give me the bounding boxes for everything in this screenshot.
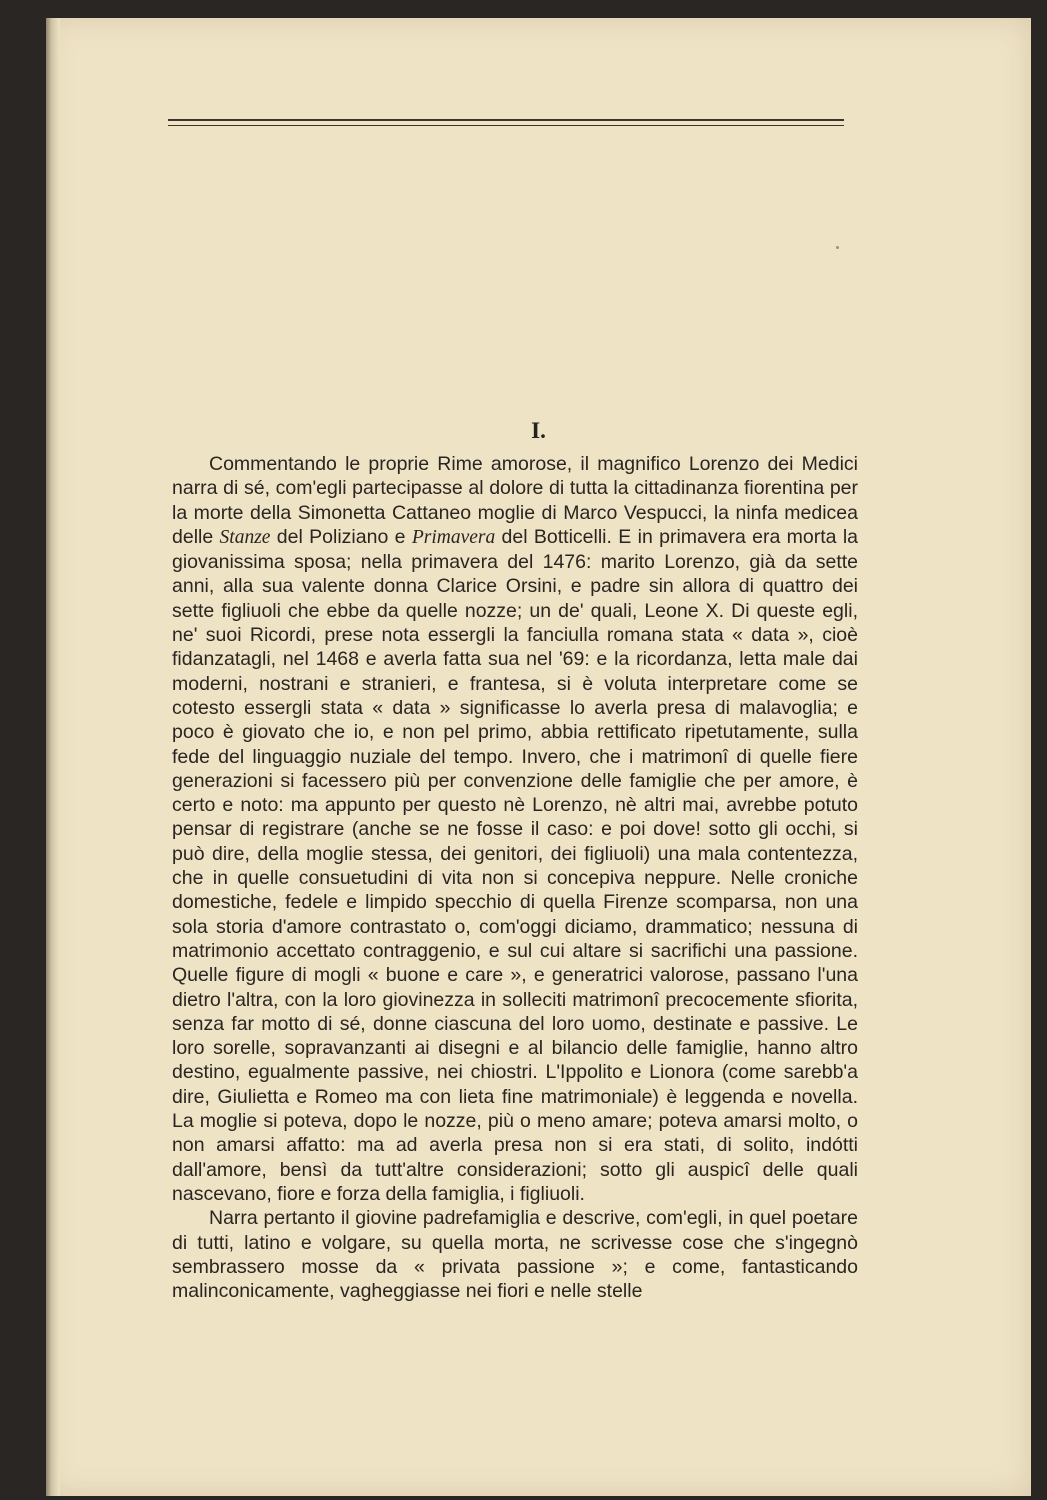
paragraph-1-part-a: Commentando le proprie Rime amorose, il magnifico Lorenzo dei Medici narra di sé, com'egli partecipasse al dolore di tutta la cittadinanza fiorentina per la morte della Simonetta Cattaneo moglie di Marco Vespucci, la ninfa medicea delle: [172, 453, 858, 548]
paragraph-1: [172, 452, 858, 1206]
binding-edge: [46, 18, 60, 1496]
paragraph-1-part-c: del Botticelli. E in primavera era morta la giovanissima sposa; nella primavera del 1476: marito Lorenzo, già da sette anni, alla sua valente donna Clarice Orsini, e padre sin allora di quattro dei sette figliuoli che ebbe da quelle nozze; un de' quali, Leone X. Di queste egli, ne' suoi Ricordi, prese nota essergli la fanciulla romana stata « data », cioè fidanzatagli, nel 1468 e averla fatta sua nel '69: e la ricordanza, letta male dai moderni, nostrani e stranieri, e frantesa, si è voluta interpretare come se cotesto essergli stata « data » significasse lo averla presa di malavoglia; e poco è giovato che io, e non pel primo, abbia rettificato ripetutamente, sulla fede del linguaggio nuziale del tempo. Invero, che i matrimonî di quelle fiere generazioni si facessero più per convenzione delle famiglie che per amore, è certo e noto: ma appunto per questo nè Lorenzo, nè altri mai, avrebbe potuto pensar di registrare (anche se ne fosse il caso: e poi dove! sotto gli occhi, si può dire, della moglie stessa, dei genitori, dei figliuoli) una mala contentezza, che in quelle consuetudini di vita non si concepiva neppure. Nelle croniche domestiche, fedele e limpido specchio di quella Firenze scomparsa, non una sola storia d'amore contrastato o, com'oggi diciamo, drammatico; nessuna di matrimonio accettato contraggenio, e sul cui altare si sacrifichi una passione. Quelle figure di mogli « buone e care », e generatrici valorose, passano l'una dietro l'altra, con la loro giovinezza in solleciti matrimonî precocemente sfiorita, senza far motto di sé, donne ciascuna del loro uomo, destinate e passive. Le loro sorelle, sopravanzanti ai disegni e al bilancio delle famiglie, hanno altro destino, egualmente passive, nei chiostri. L'Ippolito e Lionora (come sarebb'a dire, Giulietta e Romeo ma con lieta fine matrimoniale) è leggenda e novella. La moglie si poteva, dopo le nozze, più o meno amare; poteva amarsi molto, o non amarsi affatto: ma ad averla presa non si era stati, di solito, indótti dall'amore, bensì da tutt'altre considerazioni; sotto gli auspicî delle quali nascevano, fiore e forza della famiglia, i figliuoli.: [172, 525, 859, 1205]
paragraph-2: Narra pertanto il giovine padrefamiglia e descrive, com'egli, in quel poetare di tutti, latino e volgare, su quella morta, ne scrivesse cose che s'ingegnò sembrassero mosse da « privata passione »; e come, fantasticando malinconicamente, vagheggiasse nei fiori e nelle stelle: [172, 1207, 858, 1303]
italic-title-stanze: Stanze: [219, 526, 271, 548]
italic-title-primavera: Primavera: [411, 526, 496, 548]
header-rule-thick: [168, 119, 844, 121]
header-rule-thin: [168, 125, 844, 126]
book-page: [46, 18, 1031, 1496]
body-text: [172, 452, 858, 1303]
section-numeral: I.: [531, 418, 546, 443]
paragraph-1-part-b: del Poliziano e: [270, 525, 412, 548]
paper-speck: [836, 246, 839, 249]
